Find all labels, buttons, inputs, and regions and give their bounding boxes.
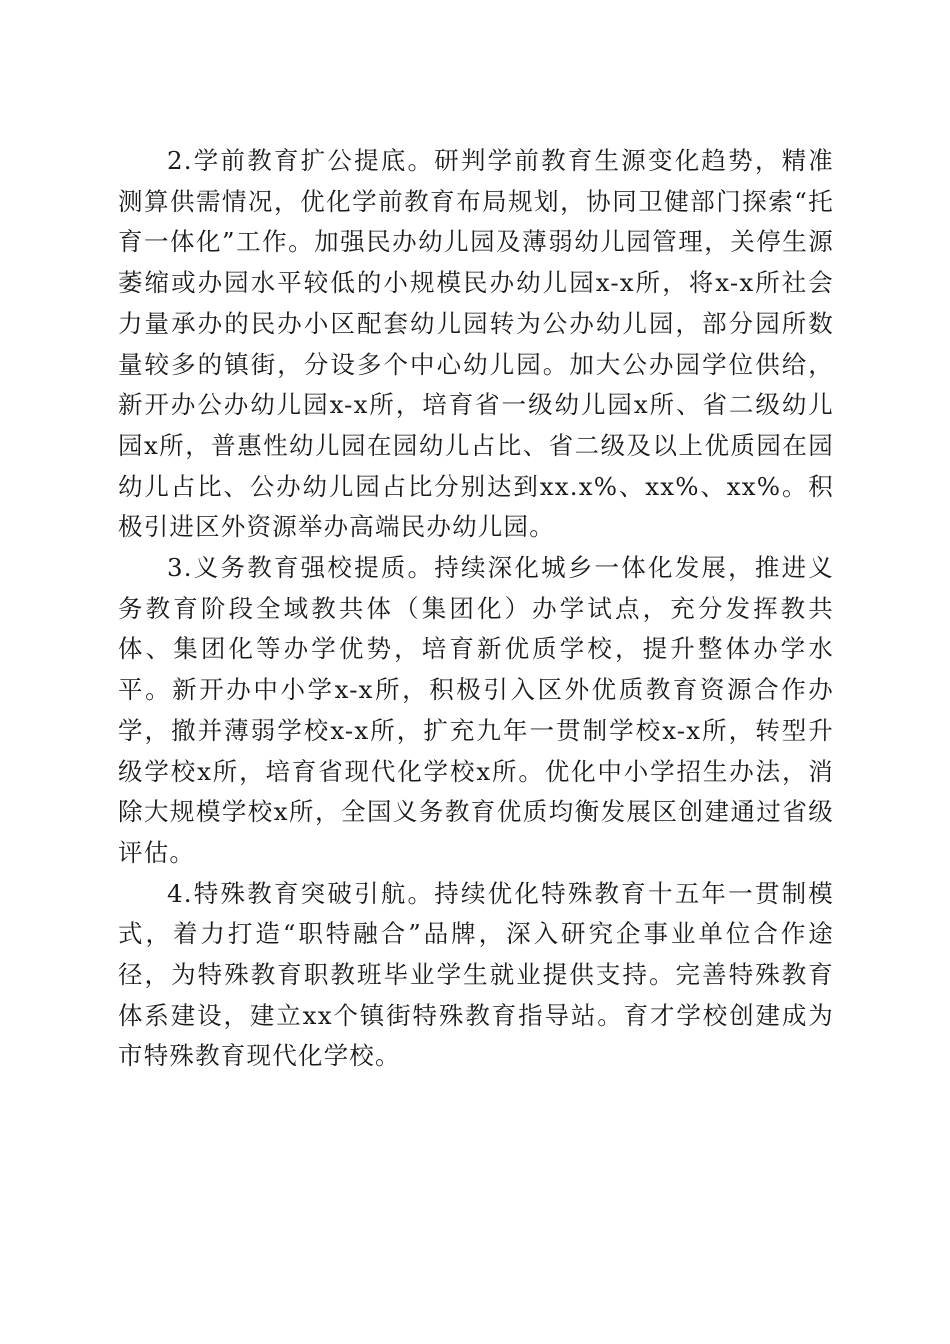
paragraph-compulsory-education: 3.义务教育强校提质。持续深化城乡一体化发展，推进义务教育阶段全域教共体（集团化）办学试点，充分发挥教共体、集团化等办学优势，培育新优质学校，提升整体办学水平。新开办中小学x-x所，积极引入区外优质教育资源合作办学，撤并薄弱学校x-x所，扩充九年一贯制学校x-x所，转型升级学校x所，培育省现代化学校x所。优化中小学招生办法，消除大规模学校x所，全国义务教育优质均衡发展区创建通过省级评估。 <box>118 553 834 867</box>
paragraph-preschool-education: 2.学前教育扩公提底。研判学前教育生源变化趋势，精准测算供需情况，优化学前教育布局规划，协同卫健部门探索“托育一体化”工作。加强民办幼儿园及薄弱幼儿园管理，关停生源萎缩或办园水平较低的小规模民办幼儿园x-x所，将x-x所社会力量承办的民办小区配套幼儿园转为公办幼儿园，部分园所数量较多的镇街，分设多个中心幼儿园。加大公办园学位供给，新开办公办幼儿园x-x所，培育省一级幼儿园x所、省二级幼儿园x所，普惠性幼儿园在园幼儿占比、省二级及以上优质园在园幼儿占比、公办幼儿园占比分别达到xx.x%、xx%、xx%。积极引进区外资源举办高端民办幼儿园。 <box>118 146 834 542</box>
paragraph-special-education: 4.特殊教育突破引航。持续优化特殊教育十五年一贯制模式，着力打造“职特融合”品牌，深入研究企事业单位合作途径，为特殊教育职教班毕业学生就业提供支持。完善特殊教育体系建设，建立xx个镇街特殊教育指导站。育才学校创建成为市特殊教育现代化学校。 <box>118 878 834 1071</box>
document-body <box>118 141 834 1077</box>
